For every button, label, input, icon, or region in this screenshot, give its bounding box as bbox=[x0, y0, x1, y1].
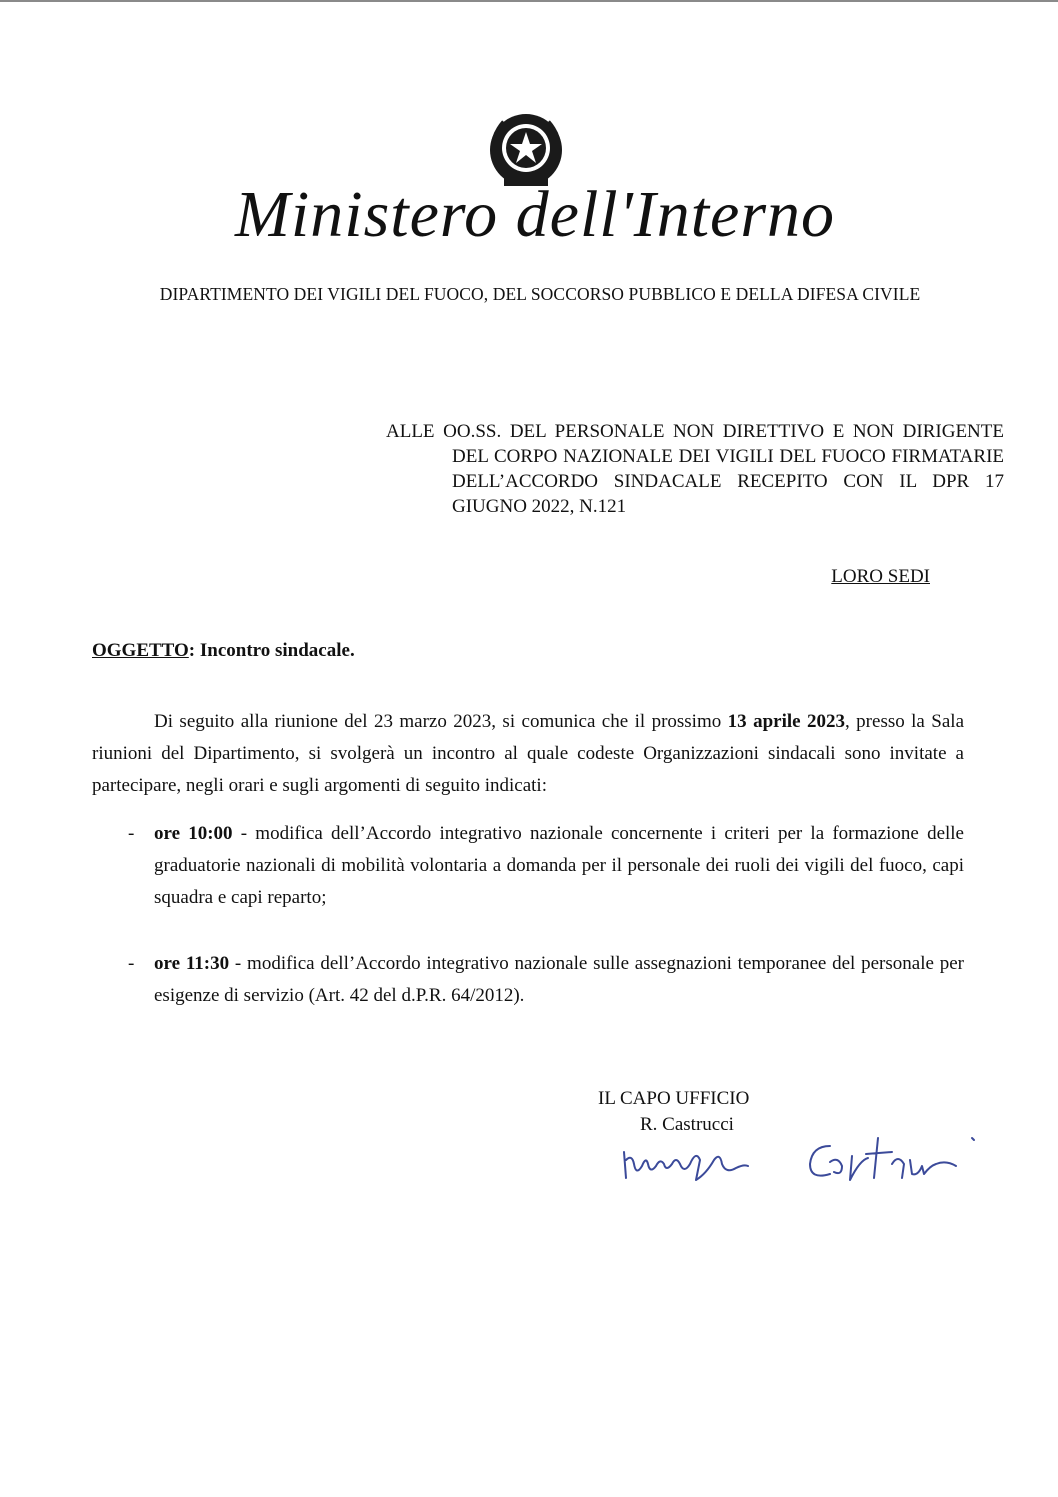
signatory-title: IL CAPO UFFICIO bbox=[598, 1088, 750, 1109]
ministry-title: Ministero dell'Interno bbox=[234, 178, 836, 251]
dash-bullet-icon: - bbox=[128, 953, 135, 974]
subject-line: OGGETTO: Incontro sindacale. bbox=[92, 640, 355, 661]
handwritten-signature-icon bbox=[616, 1120, 986, 1190]
scan-top-edge bbox=[0, 0, 1058, 2]
body-paragraph bbox=[92, 706, 964, 802]
agenda-time: ore 11:30 bbox=[154, 953, 230, 974]
recipient-location: LORO SEDI bbox=[831, 566, 930, 587]
department-name: DIPARTIMENTO DEI VIGILI DEL FUOCO, DEL SOCCORSO PUBBLICO E DELLA DIFESA CIVILE bbox=[159, 284, 921, 304]
dash-bullet-icon: - bbox=[128, 823, 135, 844]
agenda-item bbox=[92, 818, 964, 914]
body-text-start: Di seguito alla riunione del 23 marzo 2023, si comunica che il prossimo bbox=[154, 711, 728, 732]
body-text-end: , presso la Sala riunioni del Dipartimento, si svolgerà un incontro al quale codeste Organizzazioni sindacali sono invitate a partecipare, negli orari e sugli argomenti di seguito indicati: bbox=[92, 711, 965, 796]
signatory-name: R. Castrucci bbox=[640, 1114, 734, 1135]
recipient-address: ALLE OO.SS. DEL PERSONALE NON DIRETTIVO E NON DIRIGENTE DEL CORPO NAZIONALE DEI VIGILI DEL FUOCO FIRMATARIE DELL’ACCORDO SINDACALE RECEPITO CON IL DPR 17 GIUGNO 2022, N.121 bbox=[386, 421, 1004, 517]
agenda-text: - modifica dell’Accordo integrativo nazionale concernente i criteri per la formazione delle graduatorie nazionali di mobilità volontaria a domanda per il personale dei ruoli dei vigili del fuoco, capi squadra e capi reparto; bbox=[154, 823, 964, 908]
agenda-time: ore 10:00 bbox=[154, 823, 233, 844]
subject-label: OGGETTO bbox=[92, 640, 189, 661]
meeting-date: 13 aprile 2023 bbox=[727, 711, 846, 732]
agenda-text: - modifica dell’Accordo integrativo nazionale sulle assegnazioni temporanee del personale per esigenze di servizio (Art. 42 del d.P.R. 64/2012). bbox=[154, 953, 964, 1006]
agenda-item bbox=[92, 948, 964, 1012]
subject-text: Incontro sindacale. bbox=[199, 640, 355, 661]
